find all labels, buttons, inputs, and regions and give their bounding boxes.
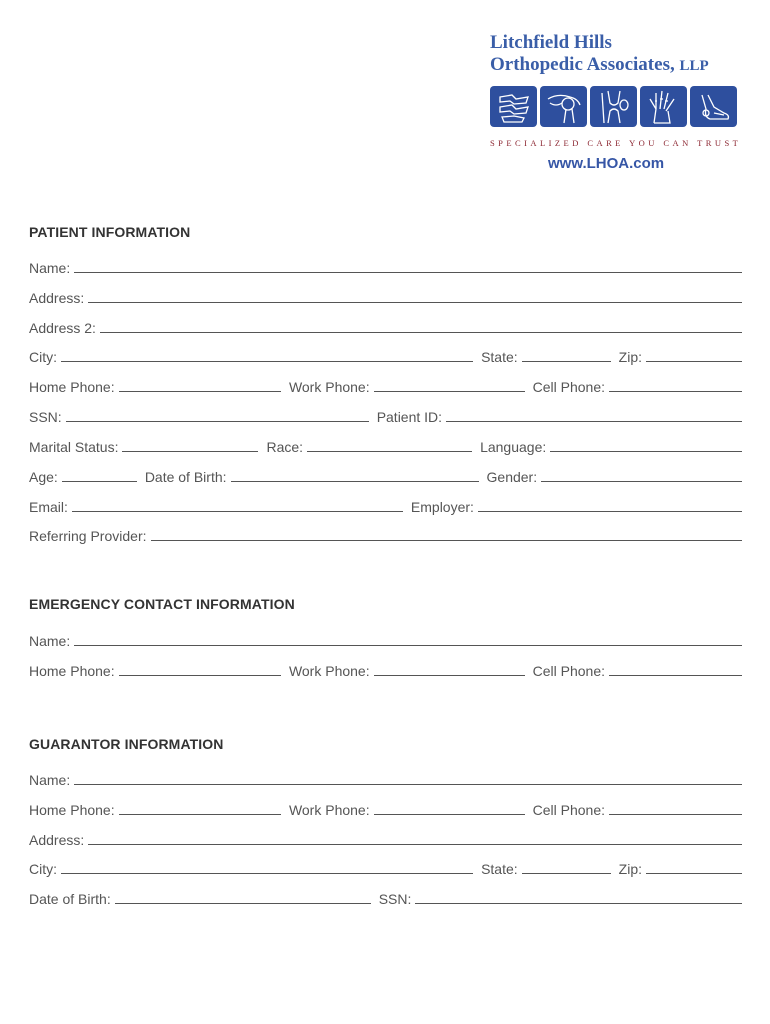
guarantor-name-row [29, 770, 742, 788]
guarantor-home-phone-field[interactable] [29, 802, 281, 818]
brand-name-suffix: LLP [679, 58, 709, 74]
patient-language-field[interactable] [480, 439, 742, 455]
emergency-home-phone-field[interactable] [29, 663, 281, 679]
blank-line[interactable] [374, 674, 525, 676]
field-label: Marital Status: [29, 439, 119, 455]
patient-ssn-row [29, 407, 742, 425]
guarantor-zip-field[interactable] [619, 861, 742, 877]
guarantor-name-field[interactable] [29, 772, 742, 788]
patient-email-field[interactable] [29, 499, 403, 515]
blank-line[interactable] [415, 902, 742, 904]
website-link[interactable]: www.LHOA.com [548, 155, 665, 172]
blank-line[interactable] [119, 390, 281, 392]
patient-demographics-row [29, 437, 742, 455]
guarantor-section-title: GUARANTOR INFORMATION [29, 736, 224, 752]
blank-line[interactable] [522, 360, 611, 362]
blank-line[interactable] [122, 450, 258, 452]
emergency-name-row [29, 631, 742, 649]
blank-line[interactable] [100, 331, 742, 333]
patient-zip-field[interactable] [619, 349, 742, 365]
patient-section-title: PATIENT INFORMATION [29, 224, 191, 240]
spine-icon [490, 86, 537, 127]
guarantor-work-phone-field[interactable] [289, 802, 525, 818]
patient-name-field[interactable] [29, 260, 742, 276]
shoulder-icon [540, 86, 587, 127]
field-label: Work Phone: [288, 802, 370, 818]
guarantor-city-row [29, 859, 742, 877]
blank-line[interactable] [61, 360, 473, 362]
patient-age-field[interactable] [29, 469, 137, 485]
brand-name-line1: Litchfield Hills [490, 32, 612, 53]
blank-line[interactable] [609, 674, 742, 676]
brand-logo [490, 32, 745, 148]
guarantor-state-field[interactable] [481, 861, 611, 877]
field-label: State: [481, 349, 518, 365]
field-label: State: [481, 861, 518, 877]
patient-city-row [29, 347, 742, 365]
blank-line[interactable] [119, 674, 281, 676]
field-label: Referring Provider: [29, 528, 147, 544]
knee-icon [590, 86, 637, 127]
blank-line[interactable] [231, 480, 479, 482]
patient-address-field[interactable] [29, 290, 742, 306]
blank-line[interactable] [522, 872, 611, 874]
blank-line[interactable] [374, 390, 525, 392]
blank-line[interactable] [151, 539, 743, 541]
field-label: Patient ID: [376, 409, 443, 425]
brand-name-line2 [490, 54, 745, 77]
guarantor-city-field[interactable] [29, 861, 473, 877]
patient-race-field[interactable] [266, 439, 472, 455]
emergency-phones-row [29, 661, 742, 679]
field-label: Home Phone: [29, 802, 115, 818]
patient-city-field[interactable] [29, 349, 473, 365]
blank-line[interactable] [609, 813, 742, 815]
hand-icon [640, 86, 687, 127]
field-label: SSN: [29, 409, 62, 425]
blank-line[interactable] [115, 902, 371, 904]
brand-tagline: SPECIALIZED CARE YOU CAN TRUST [490, 138, 742, 148]
field-label: Language: [480, 439, 547, 455]
field-label: Gender: [486, 469, 538, 485]
guarantor-ssn-field[interactable] [379, 891, 742, 907]
patient-address2-field[interactable] [29, 320, 742, 336]
blank-line[interactable] [541, 480, 742, 482]
field-label: Email: [29, 499, 68, 515]
blank-line[interactable] [307, 450, 472, 452]
patient-marital-status-field[interactable] [29, 439, 258, 455]
patient-employer-field[interactable] [411, 499, 742, 515]
field-label: Name: [29, 260, 71, 276]
field-label: Home Phone: [29, 663, 115, 679]
field-label: City: [29, 861, 57, 877]
emergency-cell-phone-field[interactable] [533, 663, 742, 679]
patient-ssn-field[interactable] [29, 409, 369, 425]
field-label: Address 2: [29, 320, 96, 336]
emergency-work-phone-field[interactable] [289, 663, 525, 679]
blank-line[interactable] [646, 872, 742, 874]
field-label: Work Phone: [288, 663, 370, 679]
patient-address-row [29, 288, 742, 306]
field-label: Zip: [618, 861, 642, 877]
blank-line[interactable] [62, 480, 137, 482]
field-label: Home Phone: [29, 379, 115, 395]
field-label: Race: [266, 439, 304, 455]
blank-line[interactable] [478, 510, 742, 512]
field-label: SSN: [378, 891, 412, 907]
patient-work-phone-field[interactable] [289, 379, 525, 395]
brand-name-text: Orthopedic Associates, [490, 54, 675, 75]
blank-line[interactable] [74, 271, 742, 273]
field-label: Name: [29, 633, 71, 649]
field-label: Cell Phone: [532, 802, 605, 818]
field-label: Date of Birth: [29, 891, 111, 907]
patient-cell-phone-field[interactable] [533, 379, 742, 395]
field-label: Cell Phone: [532, 663, 605, 679]
blank-line[interactable] [74, 644, 742, 646]
blank-line[interactable] [609, 390, 742, 392]
patient-email-row [29, 497, 742, 515]
guarantor-dob-field[interactable] [29, 891, 371, 907]
guarantor-phones-row [29, 800, 742, 818]
blank-line[interactable] [88, 843, 742, 845]
field-label: City: [29, 349, 57, 365]
guarantor-dob-row [29, 889, 742, 907]
patient-home-phone-field[interactable] [29, 379, 281, 395]
field-label: Age: [29, 469, 58, 485]
field-label: Zip: [618, 349, 642, 365]
blank-line[interactable] [374, 813, 525, 815]
specialty-icons [490, 86, 745, 127]
blank-line[interactable] [446, 420, 742, 422]
blank-line[interactable] [66, 420, 369, 422]
guarantor-address-field[interactable] [29, 832, 742, 848]
emergency-section-title: EMERGENCY CONTACT INFORMATION [29, 596, 295, 612]
guarantor-address-row [29, 830, 742, 848]
patient-state-field[interactable] [481, 349, 611, 365]
field-label: Name: [29, 772, 71, 788]
patient-phones-row [29, 377, 742, 395]
guarantor-cell-phone-field[interactable] [533, 802, 742, 818]
blank-line[interactable] [88, 301, 742, 303]
blank-line[interactable] [550, 450, 742, 452]
patient-age-row [29, 467, 742, 485]
field-label: Address: [29, 832, 85, 848]
blank-line[interactable] [646, 360, 742, 362]
patient-id-field[interactable] [377, 409, 742, 425]
patient-referring-provider-field[interactable] [29, 528, 742, 544]
emergency-name-field[interactable] [29, 633, 742, 649]
patient-referring-row [29, 526, 742, 544]
patient-dob-field[interactable] [145, 469, 479, 485]
patient-name-row [29, 258, 742, 276]
blank-line[interactable] [61, 872, 473, 874]
field-label: Work Phone: [288, 379, 370, 395]
patient-gender-field[interactable] [487, 469, 742, 485]
patient-address2-row [29, 318, 742, 336]
blank-line[interactable] [74, 783, 742, 785]
field-label: Employer: [410, 499, 474, 515]
field-label: Address: [29, 290, 85, 306]
blank-line[interactable] [119, 813, 281, 815]
blank-line[interactable] [72, 510, 403, 512]
field-label: Cell Phone: [532, 379, 605, 395]
field-label: Date of Birth: [144, 469, 227, 485]
foot-icon [690, 86, 737, 127]
